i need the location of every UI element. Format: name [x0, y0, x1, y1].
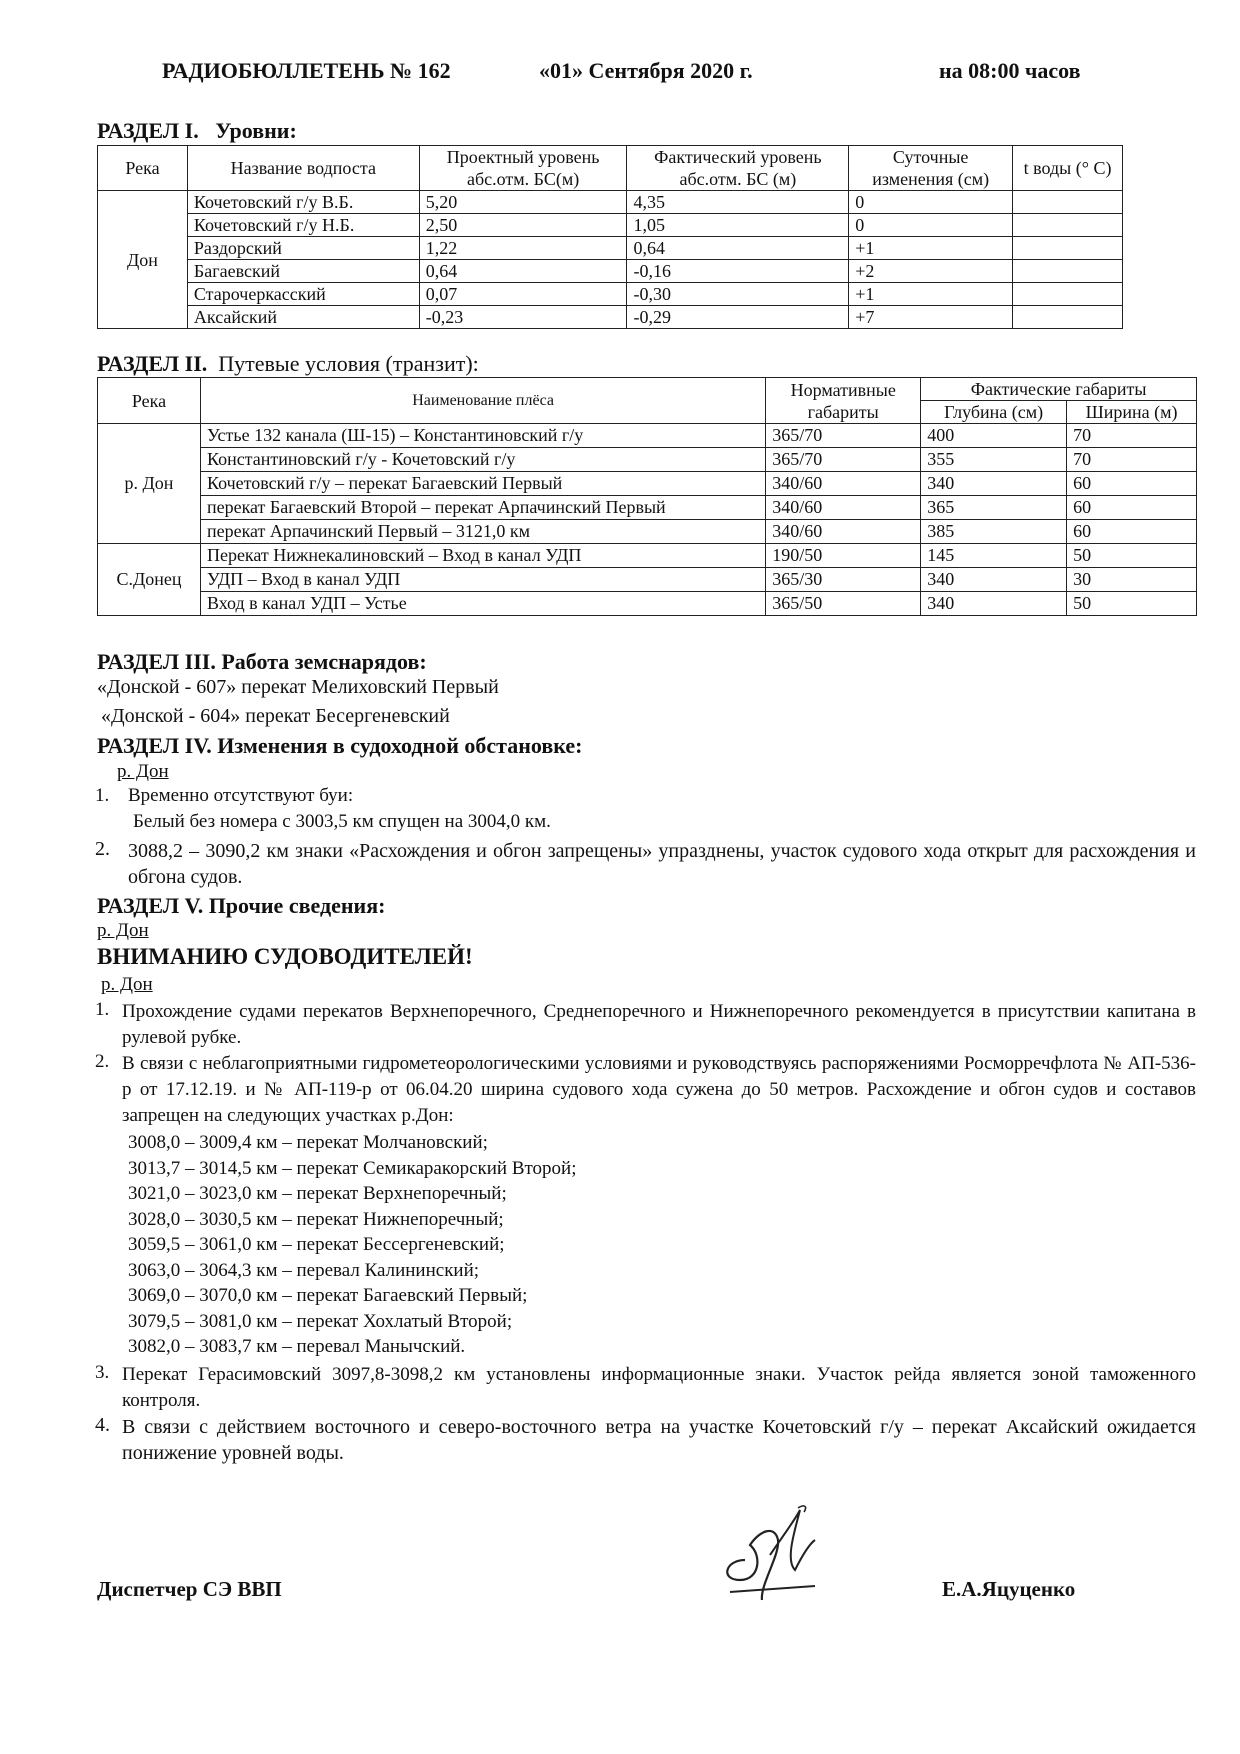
temp-cell [1013, 306, 1123, 329]
norm-cell: 365/30 [766, 568, 921, 592]
change-cell: +7 [849, 306, 1013, 329]
bulletin-title: РАДИОБЮЛЛЕТЕНЬ № 162 [162, 58, 451, 83]
dispatcher-title: Диспетчер СЭ ВВП [97, 1577, 282, 1601]
list-item: 3082,0 – 3083,7 км – перевал Манычский. [128, 1336, 466, 1357]
stretch-cell: УДП – Вход в канал УДП [200, 568, 765, 592]
stretch-cell: Вход в канал УДП – Устье [200, 592, 765, 616]
width-cell: 70 [1067, 424, 1197, 448]
attention-item1: Прохождение судами перекатов Верхнепоречного, Среднепоречного и Нижнепоречного рекомендуется в присутствии капитана в рулевой рубке. [122, 1001, 1196, 1048]
section1-heading [97, 118, 297, 144]
width-cell: 60 [1067, 520, 1197, 544]
post-cell: Старочеркасский [187, 283, 419, 306]
stretch-cell: Перекат Нижнекалиновский – Вход в канал УДП [200, 544, 765, 568]
list-item: 3079,5 – 3081,0 км – перекат Хохлатый Второй; [128, 1310, 513, 1332]
temp-cell [1013, 191, 1123, 214]
attention-river: р. Дон [101, 974, 153, 995]
dredger-line: «Донской - 604» перекат Бесергеневский [101, 705, 450, 727]
transit-header-row [98, 378, 1197, 401]
levels-header-row [98, 146, 1123, 191]
col-daily-change: Суточные изменения (см) [849, 146, 1013, 191]
dispatcher-name: Е.А.Яцуценко [942, 1577, 1076, 1601]
table-row [98, 568, 1197, 592]
depth-cell: 340 [921, 592, 1067, 616]
actual-cell: 4,35 [627, 191, 849, 214]
width-cell: 50 [1067, 592, 1197, 616]
list-item: 3063,0 – 3064,3 км – перевал Калининский; [128, 1259, 480, 1281]
post-cell: Кочетовский г/у В.Б. [187, 191, 419, 214]
section5-title: РАЗДЕЛ V. Прочие сведения: [97, 893, 386, 918]
col-water-temp: t воды (° С) [1013, 146, 1123, 191]
river-cell: р. Дон [98, 424, 201, 544]
table-row [98, 520, 1197, 544]
section1-subtitle: Уровни: [215, 118, 297, 143]
depth-cell: 400 [921, 424, 1067, 448]
river-cell: С.Донец [98, 544, 201, 616]
col-depth: Глубина (см) [921, 401, 1067, 424]
change-cell: +1 [849, 283, 1013, 306]
norm-cell: 340/60 [766, 496, 921, 520]
actual-cell: -0,16 [627, 260, 849, 283]
temp-cell [1013, 260, 1123, 283]
project-cell: 2,50 [419, 214, 627, 237]
table-row [98, 544, 1197, 568]
norm-cell: 365/70 [766, 448, 921, 472]
table-row [98, 496, 1197, 520]
section4-item2: 3088,2 – 3090,2 км знаки «Расхождения и обгон запрещены» упразднены, участок судового хода открыт для расхождения и обгона судов. [128, 840, 1196, 888]
norm-cell: 365/50 [766, 592, 921, 616]
depth-cell: 385 [921, 520, 1067, 544]
bulletin-date: «01» Сентября 2020 г. [539, 58, 753, 83]
section4-title: РАЗДЕЛ IV. Изменения в судоходной обстановке: [97, 733, 583, 758]
table-row [98, 424, 1197, 448]
col-river: Река [98, 146, 188, 191]
section2-subtitle: Путевые условия (транзит): [218, 351, 479, 376]
section2-title: РАЗДЕЛ II. [97, 351, 208, 376]
norm-cell: 340/60 [766, 520, 921, 544]
stretch-cell: перекат Багаевский Второй – перекат Арпачинский Первый [200, 496, 765, 520]
actual-cell: -0,30 [627, 283, 849, 306]
project-cell: 0,64 [419, 260, 627, 283]
attention-item3-num: 3. [95, 1362, 110, 1383]
norm-cell: 340/60 [766, 472, 921, 496]
table-row [98, 472, 1197, 496]
section4-item1: Временно отсутствуют буи: [128, 785, 354, 806]
stretch-cell: Константиновский г/у - Кочетовский г/у [200, 448, 765, 472]
change-cell: 0 [849, 214, 1013, 237]
col-normative: Нормативные габариты [766, 378, 921, 424]
col-width: Ширина (м) [1067, 401, 1197, 424]
actual-cell: -0,29 [627, 306, 849, 329]
depth-cell: 145 [921, 544, 1067, 568]
project-cell: 1,22 [419, 237, 627, 260]
stretch-cell: Кочетовский г/у – перекат Багаевский Первый [200, 472, 765, 496]
section4-item1-num: 1. [95, 785, 110, 806]
river-cell: Дон [98, 191, 188, 329]
post-cell: Аксайский [187, 306, 419, 329]
depth-cell: 355 [921, 448, 1067, 472]
attention-title: ВНИМАНИЮ СУДОВОДИТЕЛЕЙ! [97, 944, 473, 969]
table-row [98, 592, 1197, 616]
table-row [98, 448, 1197, 472]
list-item: 3013,7 – 3014,5 км – перекат Семикаракорский Второй; [128, 1157, 577, 1179]
section5-river: р. Дон [97, 920, 149, 941]
norm-cell: 365/70 [766, 424, 921, 448]
list-item: 3008,0 – 3009,4 км – перекат Молчановский; [128, 1132, 488, 1153]
attention-item4: В связи с действием восточного и северо-восточного ветра на участке Кочетовский г/у – перекат Аксайский ожидается понижение уровней воды. [122, 1416, 1196, 1464]
depth-cell: 365 [921, 496, 1067, 520]
col-stretch-name: Наименование плёса [200, 378, 765, 424]
attention-item4-num: 4. [95, 1414, 110, 1436]
actual-cell: 1,05 [627, 214, 849, 237]
section3-title: РАЗДЕЛ III. Работа земснарядов: [97, 649, 427, 674]
width-cell: 50 [1067, 544, 1197, 568]
post-cell: Кочетовский г/у Н.Б. [187, 214, 419, 237]
restricted-sections-list [128, 1130, 577, 1360]
section2-heading [97, 351, 479, 377]
section1-title: РАЗДЕЛ I. [97, 118, 199, 143]
section4-item2-num: 2. [95, 838, 110, 860]
table-row [98, 237, 1123, 260]
post-cell: Раздорский [187, 237, 419, 260]
attention-item1-num: 1. [95, 999, 110, 1020]
attention-item2: В связи с неблагоприятными гидрометеорологическими условиями и руководствуясь распоряжениями Росморречфлота № АП-536-р от 17.12.19. и № АП-119-р от 06.04.20 ширина судового хода сужена до 50 метров. Расхождение и обгон судов и составов запрещен на следующих участках р.Дон: [122, 1053, 1196, 1126]
temp-cell [1013, 214, 1123, 237]
change-cell: 0 [849, 191, 1013, 214]
section4-river: р. Дон [117, 761, 169, 782]
levels-table [97, 145, 1123, 329]
width-cell: 30 [1067, 568, 1197, 592]
table-row [98, 214, 1123, 237]
dredger-line: «Донской - 607» перекат Мелиховский Первый [97, 676, 499, 698]
depth-cell: 340 [921, 568, 1067, 592]
list-item: 3069,0 – 3070,0 км – перекат Багаевский Первый; [128, 1285, 528, 1306]
temp-cell [1013, 283, 1123, 306]
project-cell: 0,07 [419, 283, 627, 306]
bulletin-time: на 08:00 часов [939, 58, 1081, 83]
col-post: Название водпоста [187, 146, 419, 191]
col-actual-dimensions: Фактические габариты [921, 378, 1197, 401]
project-cell: 5,20 [419, 191, 627, 214]
table-row [98, 306, 1123, 329]
width-cell: 70 [1067, 448, 1197, 472]
table-row [98, 283, 1123, 306]
project-cell: -0,23 [419, 306, 627, 329]
actual-cell: 0,64 [627, 237, 849, 260]
col-river: Река [98, 378, 201, 424]
change-cell: +2 [849, 260, 1013, 283]
list-item: 3028,0 – 3030,5 км – перекат Нижнепоречный; [128, 1208, 504, 1230]
section4-item1-sub: Белый без номера с 3003,5 км спущен на 3004,0 км. [133, 811, 551, 832]
attention-item3: Перекат Герасимовский 3097,8-3098,2 км установлены информационные знаки. Участок рейда является зоной таможенного контроля. [122, 1364, 1196, 1411]
width-cell: 60 [1067, 472, 1197, 496]
post-cell: Багаевский [187, 260, 419, 283]
stretch-cell: перекат Арпачинский Первый – 3121,0 км [200, 520, 765, 544]
col-project-level: Проектный уровень абс.отм. БС(м) [419, 146, 627, 191]
transit-table [97, 377, 1197, 616]
signature-icon [700, 1500, 830, 1610]
col-actual-level: Фактический уровень абс.отм. БС (м) [627, 146, 849, 191]
width-cell: 60 [1067, 496, 1197, 520]
depth-cell: 340 [921, 472, 1067, 496]
norm-cell: 190/50 [766, 544, 921, 568]
attention-item2-num: 2. [95, 1051, 110, 1072]
list-item: 3059,5 – 3061,0 км – перекат Бессергеневский; [128, 1234, 505, 1255]
table-row [98, 191, 1123, 214]
temp-cell [1013, 237, 1123, 260]
list-item: 3021,0 – 3023,0 км – перекат Верхнепоречный; [128, 1183, 507, 1204]
stretch-cell: Устье 132 канала (Ш-15) – Константиновский г/у [200, 424, 765, 448]
change-cell: +1 [849, 237, 1013, 260]
table-row [98, 260, 1123, 283]
